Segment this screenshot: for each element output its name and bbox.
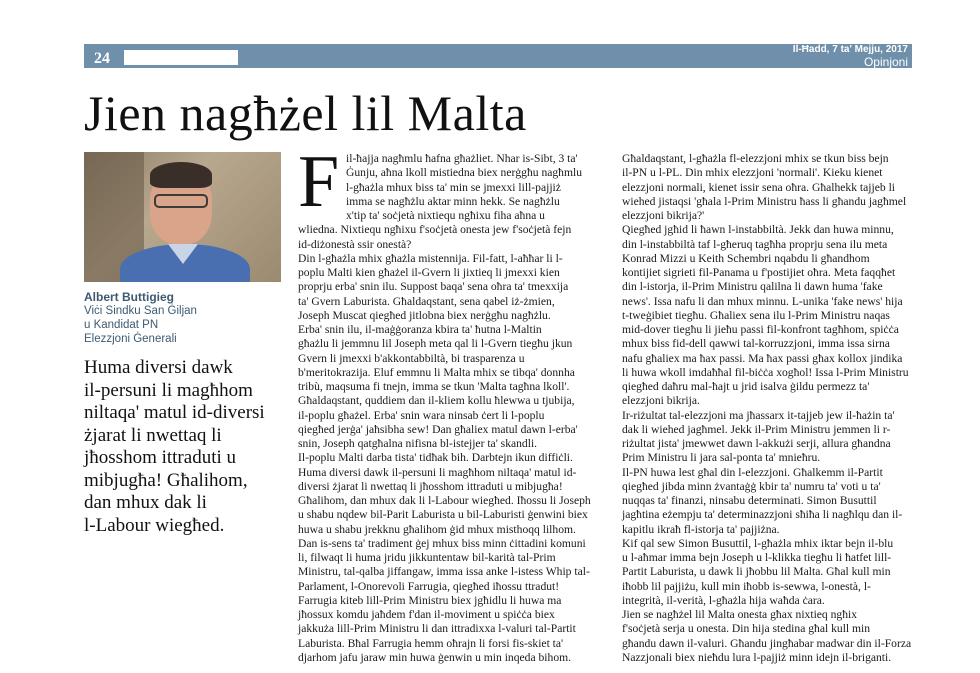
- article-line: nafu għaliex ma ħax passi. Ma ħax passi għax kollox jindika: [622, 351, 903, 365]
- article-line: imma se nagħżlu aktar minn hekk. Se nagħżlu: [346, 194, 560, 208]
- article-line: riżultat jista' jmewwet dawn l-akkużi serji, allura għandna: [622, 437, 891, 450]
- article-line: u shabu nqdew bil-Parit Laburista u bil-Laburisti ġenwini biex: [298, 508, 588, 522]
- article-line: u l-aħmar imma bejn Joseph u l-klikka tiegħu li ħatfet lill-: [622, 551, 892, 564]
- article-line: Prim Ministru li jara sal-ponta ta' mnieħru.: [622, 451, 821, 465]
- article-line: mhux biss fid-dell qawwi tal-korruzzjoni, imma issa sirna: [622, 337, 890, 351]
- author-title-line: u Kandidat PN: [84, 319, 159, 331]
- article-line: Il-PN huwa lest għal din l-elezzjoni. Għalkemm il-Partit: [622, 465, 883, 479]
- article-line: Għaldaqstant, l-għażla fl-elezzjoni mhix se tkun biss bejn: [622, 152, 889, 165]
- article-line: Għaldaqstant, quddiem dan il-kliem kollu ħlewwa u tjubija,: [298, 394, 575, 408]
- article-line: mid-dover tiegħu li jieħu passi fil-konfront tagħhom, spiċċa: [622, 323, 899, 336]
- pullquote-line: mibjugħa! Għalihom,: [84, 469, 248, 491]
- header-date: Il-Ħadd, 7 ta' Mejju, 2017: [792, 44, 908, 55]
- pullquote-line: Huma diversi dawk: [84, 357, 233, 378]
- article-line: elezzjoni bikrija.: [622, 394, 700, 408]
- author-title-line: Elezzjoni Ġenerali: [84, 333, 177, 345]
- article-line: il-PN u l-PL. Din mhix elezzjoni 'normali'. Kieku kienet: [622, 166, 883, 180]
- article-line: f'soċjetà serja u onesta. Din hija stedina għal kull min: [622, 622, 871, 636]
- article-line: l-għażla mhux biss ta' min se jmexxi lill-pajjiż: [346, 180, 561, 194]
- article-line: kontijiet sigrieti fil-Panama u f'postijiet oħra. Meta faqqħet: [622, 266, 896, 279]
- author-title-line: Viċi Sindku San Ġiljan: [84, 305, 197, 317]
- article-line: iħobb lil pajjiżu, kull min iħobb is-sewwa, l-onestà, l-: [622, 579, 871, 593]
- article-line: nuqqas ta' finanzi, ninsabu determinati. Simon Busuttil: [622, 494, 877, 507]
- article-line: Għalihom, dan mhux dak li l-Labour wiegħed. Iħossu li Joseph: [298, 494, 591, 507]
- drop-cap: F: [298, 141, 340, 223]
- article-line: din l-istorja, il-Prim Ministru qalilna li dawn huma 'fake: [622, 280, 883, 294]
- article-line: poplu Malti kien għażel il-Gvern li jixtieq li jmexxi kien: [298, 266, 560, 279]
- article-line: Ministru, tal-qalba jiffangaw, imma issa anke l-istess Whip tal-: [298, 565, 590, 579]
- article-line: il-poplu għażel. Erba' snin wara ninsab ċert li l-poplu: [298, 408, 545, 422]
- article-line: Erba' snin ilu, il-maġġoranza kbira ta' ħutna l-Maltin: [298, 323, 542, 336]
- pullquote-line: dan mhux dak li: [84, 492, 207, 513]
- article-line: ta' Gvern Laburista. Għaldaqstant, sena qabel iż-żmien,: [298, 294, 555, 308]
- article-line: il-ħajja nagħmlu ħafna għażliet. Nhar is-Sibt, 3 ta': [346, 152, 578, 165]
- author-name: Albert Buttigieg: [84, 290, 174, 304]
- pullquote-line: l-Labour wiegħed.: [84, 514, 225, 536]
- article-line: Gvern li jmexxi b'akkontabbiltà, bi trasparenza u: [298, 351, 525, 365]
- article-line: id-diżonestà ssir onestà?: [298, 237, 412, 251]
- article-line: proprju erba' snin ilu. Suppost baqa' sena oħra ta' tmexxija: [298, 280, 569, 294]
- pullquote-line: żjarat li nwettaq li: [84, 424, 222, 446]
- pullquote-line: jħosshom ittraduti u: [84, 447, 236, 468]
- article-line: huwa u shabu jrekknu għalihom ġid mhux misthoqq lilhom.: [298, 522, 576, 536]
- page-number: 24: [94, 50, 110, 67]
- article-line: jħossux komdu jaħdem f'dan il-moviment u spiċċa biex: [298, 608, 555, 621]
- pullquote-line: il-persuni li magħhom: [84, 379, 253, 401]
- article-line: Din l-għażla mhix għażla mistennija. Fil-fatt, l-aħħar li l-: [298, 251, 563, 265]
- article-line: Il-poplu Malti darba tista' tidħak bih. Darbtejn ikun diffiċli.: [298, 451, 573, 465]
- article-column-2: [622, 152, 912, 665]
- article-line: għandu dawn il-valuri. Għandu jingħabar madwar din il-Forza: [622, 636, 912, 650]
- article-line: b'meritokrazija. Eluf emmnu li Malta mhix se tibqa' donnha: [298, 365, 575, 379]
- article-line: tribù, maqsuma fi tnejn, imma se tkun 'Malta tagħna lkoll'.: [298, 380, 570, 393]
- article-line: Partit Laburista, u dawk li jħobbu lil Malta. Għal kull min: [622, 565, 891, 579]
- pullquote-line: niltaqa' matul id-diversi: [84, 402, 265, 423]
- author-photo: [84, 152, 281, 282]
- article-line: integrità, il-verità, l-għażla hija waħda ċara.: [622, 593, 825, 607]
- article-line: qiegħed daħru mal-ħajt u jrid isalva ġildu permezz ta': [622, 380, 870, 393]
- article-line: Qiegħed jgħid li ħawn l-instabbiltà. Jekk dan huwa minnu,: [622, 223, 894, 237]
- article-line: t-tweġibiet tiegħu. Għaliex sena ilu l-Prim Ministru naqas: [622, 308, 890, 322]
- article-line: wliedna. Nixtiequ ngħixu f'soċjetà onesta jew f'soċjetà fejn: [298, 223, 572, 237]
- article-line: Jien se nagħżel lil Malta onesta għax nixtieq ngħix: [622, 608, 858, 621]
- article-column-1: [298, 141, 603, 665]
- article-line: Parlament, l-Onorevoli Farrugia, qiegħed iħossu ttradut!: [298, 579, 560, 593]
- article-line: Konrad Mizzi u Keith Schembri nqabdu li għandhom: [622, 251, 870, 265]
- article-line: Ir-riżultat tal-elezzjoni ma jħassarx it-tajjeb jew il-ħażin ta': [622, 408, 895, 422]
- article-line: snin, Joseph qatgħalna nifisna bl-istejjer ta' skandli.: [298, 437, 538, 450]
- article-line: kapitlu ikraħ fl-istorja ta' pajjiżna.: [622, 522, 780, 536]
- article-line: li huwa wkoll imdaħħal fil-biċċa xogħol! Issa l-Prim Ministru: [622, 365, 909, 379]
- article-line: li, filwaqt li huma jridu jikkuntentaw bil-karità tal-Prim: [298, 551, 556, 564]
- article-line: din l-instabbiltà taf l-għeruq tagħha proprju sena ilu meta: [622, 237, 888, 251]
- article-line: djarhom jafu jaraw min huwa ġenwin u min inqeda bihom.: [298, 650, 572, 664]
- article-line: għażlu li jemmnu lil Joseph meta qal li l-Gvern tiegħu jkun: [298, 337, 573, 351]
- article-line: elezzjoni bikrija?': [622, 209, 705, 222]
- header-section: Opinjoni: [863, 55, 908, 69]
- article-line: dak li wiehed jagħmel. Jekk il-Prim Ministru jemmen li r-: [622, 422, 891, 436]
- headline: Jien nagħżel lil Malta: [84, 85, 527, 141]
- article-line: qiegħed jerġa' jaħsibha sew! Dan għaliex matul dawn l-erba': [298, 422, 578, 436]
- article-line: news'. Issa nafu li dan mhux minnu. L-unika 'fake news' hija: [622, 294, 903, 308]
- article-line: Huma diversi dawk il-persuni li magħhom niltaqa' matul id-: [298, 465, 577, 479]
- article-line: jakkuża lill-Prim Ministru li dan ittradixxa l-valuri tal-Partit: [298, 622, 576, 636]
- article-line: Nazzjonali biex nieħdu lura l-pajjiż minn idejn il-briganti.: [622, 650, 892, 664]
- article-line: Kif qal sew Simon Busuttil, l-għażla mhix iktar bejn il-blu: [622, 536, 894, 550]
- article-line: Ġunju, aħna lkoll mistiedna biex nerġgħu nagħmlu: [346, 166, 583, 180]
- article-line: x'tip ta' soċjetà nixtiequ ngħixu fiha aħna u: [346, 209, 545, 222]
- article-line: jagħtina eżempju ta' determinazzjoni sħiħa li nagħlqu dan il-: [622, 508, 903, 522]
- pullquote: [84, 357, 284, 537]
- article-line: Joseph Muscat qiegħed jitlobna biex nerġgħu nagħżlu.: [298, 308, 551, 322]
- article-line: Laburista. Bħal Farrugia hemm oħrajn li forsi fis-skiet ta': [298, 636, 564, 650]
- page-number-box: [124, 50, 238, 65]
- article-line: elezzjoni normali, kienet issir sena oħra. Għalhekk tajjeb li: [622, 180, 896, 194]
- article-line: diversi żjarat li nwettaq li jħosshom ittraduti u mibjugħa!: [298, 479, 563, 493]
- article-line: wiehed jistaqsi 'għala l-Prim Ministru ħass li għandu jagħmel: [622, 194, 907, 208]
- article-line: Farrugia kiteb lill-Prim Ministru biex jgħidlu li huwa ma: [298, 593, 562, 607]
- article-line: Dan is-sens ta' tradiment ġej mhux biss minn ċittadini komuni: [298, 536, 586, 550]
- article-line: qiegħed jibda minn żvantaġġ kbir ta' numru ta' voti u ta': [622, 479, 881, 493]
